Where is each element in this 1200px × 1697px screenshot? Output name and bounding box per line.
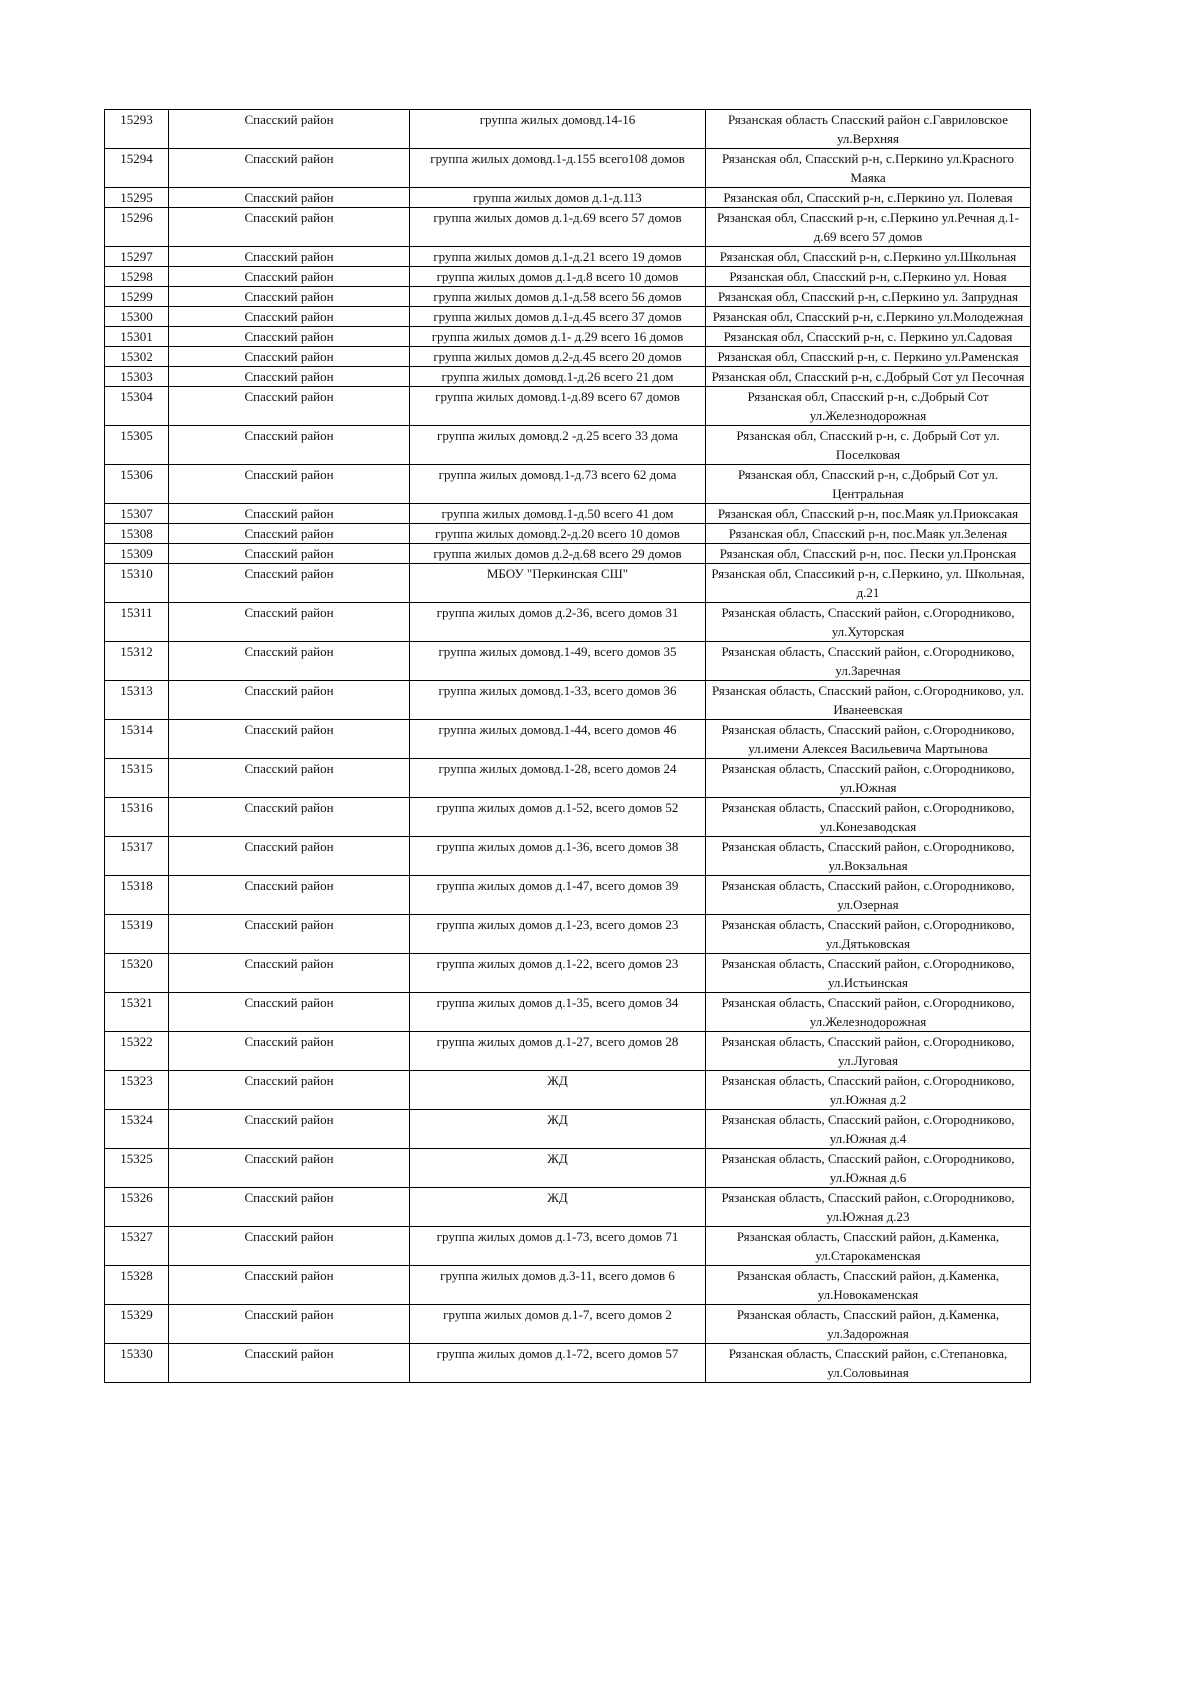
row-object-cell: группа жилых домов д.1-35, всего домов 34 xyxy=(410,993,706,1032)
row-district-cell: Спасский район xyxy=(169,524,410,544)
table-row xyxy=(105,188,1031,208)
row-district-cell: Спасский район xyxy=(169,387,410,426)
row-address-cell: Рязанская обл, Спасский р-н, с.Добрый Сот ул.Железнодорожная xyxy=(706,387,1031,426)
row-address-cell: Рязанская обл, Спассикий р-н, с.Перкино, ул. Школьная, д.21 xyxy=(706,564,1031,603)
row-id-cell: 15322 xyxy=(105,1032,169,1071)
table-row xyxy=(105,993,1031,1032)
row-id-cell: 15330 xyxy=(105,1344,169,1383)
table-row xyxy=(105,720,1031,759)
row-id-cell: 15301 xyxy=(105,327,169,347)
row-object-cell: группа жилых домов д.1-д.8 всего 10 домов xyxy=(410,267,706,287)
table-row xyxy=(105,544,1031,564)
row-id-cell: 15328 xyxy=(105,1266,169,1305)
row-address-cell: Рязанская область, Спасский район, с.Огородниково, ул.Дятьковская xyxy=(706,915,1031,954)
row-object-cell: группа жилых домов д.3-11, всего домов 6 xyxy=(410,1266,706,1305)
row-id-cell: 15309 xyxy=(105,544,169,564)
row-district-cell: Спасский район xyxy=(169,720,410,759)
row-object-cell: группа жилых домов д.1-47, всего домов 39 xyxy=(410,876,706,915)
row-district-cell: Спасский район xyxy=(169,267,410,287)
row-object-cell: ЖД xyxy=(410,1149,706,1188)
row-object-cell: группа жилых домов д.1-д.45 всего 37 домов xyxy=(410,307,706,327)
row-object-cell: группа жилых домовд.1-28, всего домов 24 xyxy=(410,759,706,798)
row-district-cell: Спасский район xyxy=(169,544,410,564)
row-object-cell: группа жилых домов д.1-52, всего домов 52 xyxy=(410,798,706,837)
row-object-cell: группа жилых домов д.2-д.45 всего 20 домов xyxy=(410,347,706,367)
row-district-cell: Спасский район xyxy=(169,1188,410,1227)
row-address-cell: Рязанская область, Спасский район, с.Огородниково, ул.Южная д.6 xyxy=(706,1149,1031,1188)
table-row xyxy=(105,367,1031,387)
row-object-cell: группа жилых домовд.2-д.20 всего 10 домов xyxy=(410,524,706,544)
row-object-cell: группа жилых домов д.1-д.69 всего 57 домов xyxy=(410,208,706,247)
row-district-cell: Спасский район xyxy=(169,681,410,720)
row-id-cell: 15316 xyxy=(105,798,169,837)
row-object-cell: группа жилых домовд.1-д.89 всего 67 домов xyxy=(410,387,706,426)
row-district-cell: Спасский район xyxy=(169,1032,410,1071)
row-district-cell: Спасский район xyxy=(169,307,410,327)
row-id-cell: 15324 xyxy=(105,1110,169,1149)
row-id-cell: 15327 xyxy=(105,1227,169,1266)
document-page xyxy=(104,109,1030,1383)
row-object-cell: ЖД xyxy=(410,1071,706,1110)
row-id-cell: 15294 xyxy=(105,149,169,188)
row-object-cell: группа жилых домовд.1-33, всего домов 36 xyxy=(410,681,706,720)
row-address-cell: Рязанская обл, Спасский р-н, с.Добрый Сот ул. Центральная xyxy=(706,465,1031,504)
row-address-cell: Рязанская область, Спасский район, д.Каменка, ул.Старокаменская xyxy=(706,1227,1031,1266)
row-id-cell: 15295 xyxy=(105,188,169,208)
row-object-cell: группа жилых домовд.1-д.73 всего 62 дома xyxy=(410,465,706,504)
table-row xyxy=(105,149,1031,188)
table-row xyxy=(105,1344,1031,1383)
row-id-cell: 15305 xyxy=(105,426,169,465)
row-address-cell: Рязанская область Спасский район с.Гавриловское ул.Верхняя xyxy=(706,110,1031,149)
row-address-cell: Рязанская область, Спасский район, с.Огородниково, ул.Истьинская xyxy=(706,954,1031,993)
table-row xyxy=(105,247,1031,267)
row-address-cell: Рязанская область, Спасский район, с.Степановка, ул.Соловьиная xyxy=(706,1344,1031,1383)
row-district-cell: Спасский район xyxy=(169,1149,410,1188)
row-address-cell: Рязанская область, Спасский район, д.Каменка, ул.Задорожная xyxy=(706,1305,1031,1344)
row-district-cell: Спасский район xyxy=(169,603,410,642)
table-row xyxy=(105,1266,1031,1305)
row-district-cell: Спасский район xyxy=(169,1227,410,1266)
row-district-cell: Спасский район xyxy=(169,465,410,504)
row-id-cell: 15321 xyxy=(105,993,169,1032)
row-id-cell: 15317 xyxy=(105,837,169,876)
row-id-cell: 15329 xyxy=(105,1305,169,1344)
row-district-cell: Спасский район xyxy=(169,208,410,247)
row-object-cell: группа жилых домовд.14-16 xyxy=(410,110,706,149)
table-row xyxy=(105,837,1031,876)
row-district-cell: Спасский район xyxy=(169,504,410,524)
row-address-cell: Рязанская обл, Спасский р-н, с.Перкино ул. Полевая xyxy=(706,188,1031,208)
row-district-cell: Спасский район xyxy=(169,876,410,915)
row-object-cell: группа жилых домовд.1-44, всего домов 46 xyxy=(410,720,706,759)
row-id-cell: 15300 xyxy=(105,307,169,327)
row-district-cell: Спасский район xyxy=(169,1305,410,1344)
row-id-cell: 15307 xyxy=(105,504,169,524)
table-row xyxy=(105,307,1031,327)
table-row xyxy=(105,681,1031,720)
row-district-cell: Спасский район xyxy=(169,247,410,267)
row-id-cell: 15319 xyxy=(105,915,169,954)
row-district-cell: Спасский район xyxy=(169,367,410,387)
row-address-cell: Рязанская область, Спасский район, с.Огородниково, ул.имени Алексея Васильевича Мартынова xyxy=(706,720,1031,759)
row-object-cell: группа жилых домов д.1-23, всего домов 23 xyxy=(410,915,706,954)
row-address-cell: Рязанская область, Спасский район, с.Огородниково, ул.Южная д.23 xyxy=(706,1188,1031,1227)
row-address-cell: Рязанская обл, Спасский р-н, с.Перкино ул.Молодежная xyxy=(706,307,1031,327)
table-row xyxy=(105,1188,1031,1227)
row-address-cell: Рязанская обл, Спасский р-н, с.Перкино ул.Школьная xyxy=(706,247,1031,267)
row-id-cell: 15315 xyxy=(105,759,169,798)
row-object-cell: группа жилых домов д.1-36, всего домов 38 xyxy=(410,837,706,876)
row-address-cell: Рязанская обл, Спасский р-н, с.Перкино ул.Речная д.1-д.69 всего 57 домов xyxy=(706,208,1031,247)
table-body xyxy=(105,110,1031,1383)
row-id-cell: 15308 xyxy=(105,524,169,544)
row-object-cell: группа жилых домов д.1-72, всего домов 57 xyxy=(410,1344,706,1383)
table-row xyxy=(105,327,1031,347)
row-address-cell: Рязанская область, Спасский район, с.Огородниково, ул.Конезаводская xyxy=(706,798,1031,837)
table-row xyxy=(105,524,1031,544)
table-row xyxy=(105,876,1031,915)
row-id-cell: 15314 xyxy=(105,720,169,759)
row-district-cell: Спасский район xyxy=(169,188,410,208)
row-object-cell: группа жилых домов д.1- д.29 всего 16 домов xyxy=(410,327,706,347)
row-id-cell: 15302 xyxy=(105,347,169,367)
row-id-cell: 15299 xyxy=(105,287,169,307)
row-district-cell: Спасский район xyxy=(169,954,410,993)
row-id-cell: 15320 xyxy=(105,954,169,993)
row-object-cell: группа жилых домов д.1-27, всего домов 28 xyxy=(410,1032,706,1071)
table-row xyxy=(105,1071,1031,1110)
row-district-cell: Спасский район xyxy=(169,564,410,603)
row-district-cell: Спасский район xyxy=(169,798,410,837)
row-address-cell: Рязанская обл, Спасский р-н, с.Перкино ул. Новая xyxy=(706,267,1031,287)
row-address-cell: Рязанская область, Спасский район, с.Огородниково, ул.Железнодорожная xyxy=(706,993,1031,1032)
row-id-cell: 15293 xyxy=(105,110,169,149)
row-district-cell: Спасский район xyxy=(169,327,410,347)
row-id-cell: 15297 xyxy=(105,247,169,267)
table-row xyxy=(105,1032,1031,1071)
row-address-cell: Рязанская обл, Спасский р-н, пос. Пески ул.Пронская xyxy=(706,544,1031,564)
table-row xyxy=(105,954,1031,993)
row-object-cell: группа жилых домовд.1-д.155 всего108 домов xyxy=(410,149,706,188)
row-id-cell: 15303 xyxy=(105,367,169,387)
table-row xyxy=(105,915,1031,954)
row-address-cell: Рязанская обл, Спасский р-н, пос.Маяк ул.Приоксакая xyxy=(706,504,1031,524)
row-address-cell: Рязанская область, Спасский район, с.Огородниково, ул.Южная д.2 xyxy=(706,1071,1031,1110)
table-row xyxy=(105,387,1031,426)
row-object-cell: группа жилых домовд.1-49, всего домов 35 xyxy=(410,642,706,681)
row-object-cell: группа жилых домов д.1-д.58 всего 56 домов xyxy=(410,287,706,307)
row-id-cell: 15310 xyxy=(105,564,169,603)
table-row xyxy=(105,1305,1031,1344)
row-object-cell: МБОУ "Перкинская СШ" xyxy=(410,564,706,603)
table-row xyxy=(105,1227,1031,1266)
row-address-cell: Рязанская обл, Спасский р-н, с.Перкино ул. Запрудная xyxy=(706,287,1031,307)
row-address-cell: Рязанская область, Спасский район, с.Огородниково, ул.Хуторская xyxy=(706,603,1031,642)
row-address-cell: Рязанская обл, Спасский р-н, с.Добрый Сот ул Песочная xyxy=(706,367,1031,387)
row-id-cell: 15318 xyxy=(105,876,169,915)
row-object-cell: группа жилых домов д.1-73, всего домов 71 xyxy=(410,1227,706,1266)
row-object-cell: группа жилых домовд.1-д.50 всего 41 дом xyxy=(410,504,706,524)
row-address-cell: Рязанская обл, Спасский р-н, с. Перкино ул.Раменская xyxy=(706,347,1031,367)
row-district-cell: Спасский район xyxy=(169,1344,410,1383)
table-row xyxy=(105,1149,1031,1188)
row-district-cell: Спасский район xyxy=(169,347,410,367)
row-id-cell: 15311 xyxy=(105,603,169,642)
row-object-cell: группа жилых домов д.2-36, всего домов 31 xyxy=(410,603,706,642)
row-district-cell: Спасский район xyxy=(169,426,410,465)
row-address-cell: Рязанская область, Спасский район, с.Огородниково, ул.Южная д.4 xyxy=(706,1110,1031,1149)
table-row xyxy=(105,1110,1031,1149)
row-address-cell: Рязанская обл, Спасский р-н, с. Добрый Сот ул. Поселковая xyxy=(706,426,1031,465)
row-id-cell: 15326 xyxy=(105,1188,169,1227)
table-row xyxy=(105,287,1031,307)
row-object-cell: ЖД xyxy=(410,1110,706,1149)
row-address-cell: Рязанская обл, Спасский р-н, пос.Маяк ул.Зеленая xyxy=(706,524,1031,544)
row-address-cell: Рязанская область, Спасский район, с.Огородниково, ул. Иванеевская xyxy=(706,681,1031,720)
row-id-cell: 15323 xyxy=(105,1071,169,1110)
row-id-cell: 15313 xyxy=(105,681,169,720)
row-district-cell: Спасский район xyxy=(169,1071,410,1110)
row-object-cell: группа жилых домов д.1-22, всего домов 23 xyxy=(410,954,706,993)
row-object-cell: ЖД xyxy=(410,1188,706,1227)
table-row xyxy=(105,465,1031,504)
row-district-cell: Спасский район xyxy=(169,149,410,188)
row-object-cell: группа жилых домов д.1-д.21 всего 19 домов xyxy=(410,247,706,267)
table-row xyxy=(105,208,1031,247)
row-address-cell: Рязанская область, Спасский район, с.Огородниково, ул.Заречная xyxy=(706,642,1031,681)
row-district-cell: Спасский район xyxy=(169,1110,410,1149)
table-row xyxy=(105,426,1031,465)
row-id-cell: 15304 xyxy=(105,387,169,426)
row-address-cell: Рязанская область, Спасский район, с.Огородниково, ул.Южная xyxy=(706,759,1031,798)
row-id-cell: 15325 xyxy=(105,1149,169,1188)
row-address-cell: Рязанская обл, Спасский р-н, с. Перкино ул.Садовая xyxy=(706,327,1031,347)
row-district-cell: Спасский район xyxy=(169,287,410,307)
table-row xyxy=(105,564,1031,603)
table-row xyxy=(105,642,1031,681)
row-district-cell: Спасский район xyxy=(169,759,410,798)
table-row xyxy=(105,798,1031,837)
table-row xyxy=(105,267,1031,287)
row-object-cell: группа жилых домовд.1-д.26 всего 21 дом xyxy=(410,367,706,387)
row-district-cell: Спасский район xyxy=(169,915,410,954)
table-row xyxy=(105,759,1031,798)
table-row xyxy=(105,603,1031,642)
row-object-cell: группа жилых домов д.1-7, всего домов 2 xyxy=(410,1305,706,1344)
row-district-cell: Спасский район xyxy=(169,110,410,149)
row-address-cell: Рязанская область, Спасский район, с.Огородниково, ул.Вокзальная xyxy=(706,837,1031,876)
row-address-cell: Рязанская область, Спасский район, с.Огородниково, ул.Луговая xyxy=(706,1032,1031,1071)
row-district-cell: Спасский район xyxy=(169,837,410,876)
row-id-cell: 15296 xyxy=(105,208,169,247)
row-district-cell: Спасский район xyxy=(169,993,410,1032)
table-row xyxy=(105,504,1031,524)
row-id-cell: 15306 xyxy=(105,465,169,504)
row-object-cell: группа жилых домов д.2-д.68 всего 29 домов xyxy=(410,544,706,564)
row-address-cell: Рязанская обл, Спасский р-н, с.Перкино ул.Красного Маяка xyxy=(706,149,1031,188)
addresses-table xyxy=(104,109,1031,1383)
row-object-cell: группа жилых домовд.2 -д.25 всего 33 дома xyxy=(410,426,706,465)
row-id-cell: 15312 xyxy=(105,642,169,681)
row-address-cell: Рязанская область, Спасский район, с.Огородниково, ул.Озерная xyxy=(706,876,1031,915)
row-object-cell: группа жилых домов д.1-д.113 xyxy=(410,188,706,208)
row-id-cell: 15298 xyxy=(105,267,169,287)
row-address-cell: Рязанская область, Спасский район, д.Каменка, ул.Новокаменская xyxy=(706,1266,1031,1305)
row-district-cell: Спасский район xyxy=(169,642,410,681)
row-district-cell: Спасский район xyxy=(169,1266,410,1305)
table-row xyxy=(105,110,1031,149)
table-row xyxy=(105,347,1031,367)
